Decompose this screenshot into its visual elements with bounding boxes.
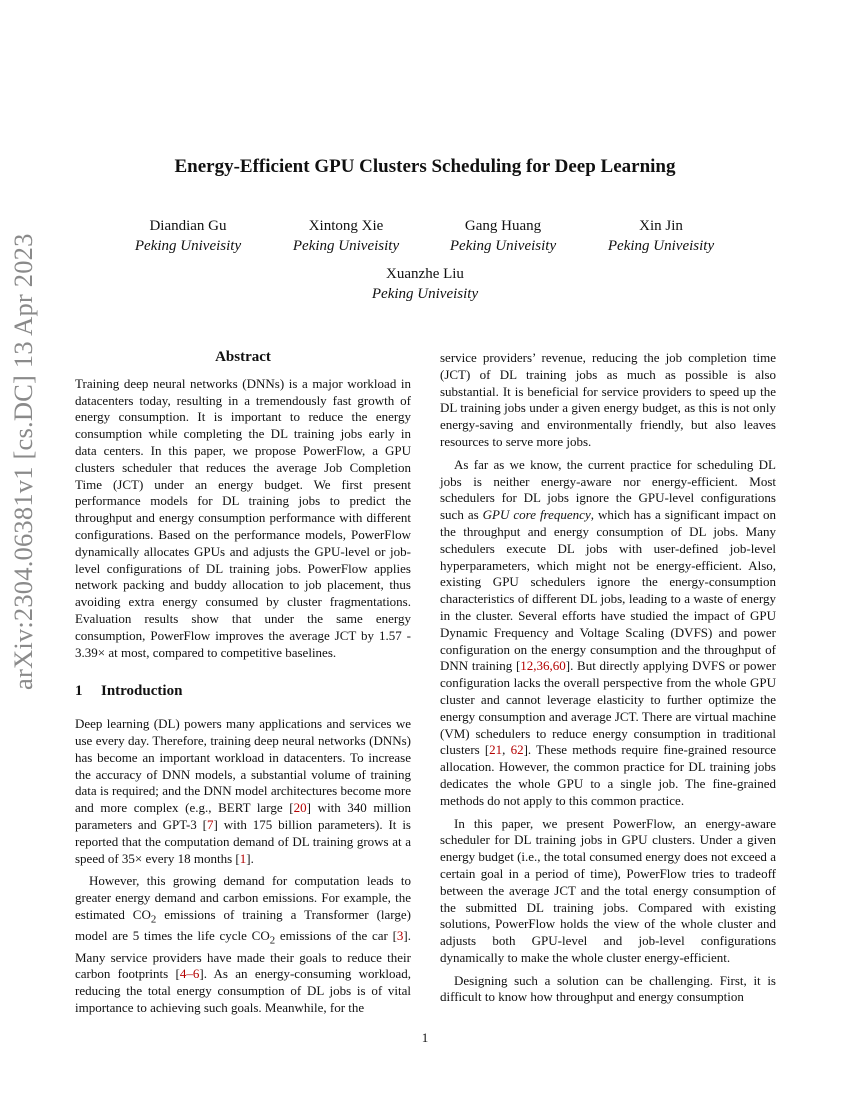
citation-link[interactable]: 12,36,60 (520, 658, 566, 674)
citation-link[interactable]: 7 (207, 816, 214, 832)
author-block (261, 216, 431, 256)
arxiv-identifier-stamp: arXiv:2304.06381v1 [cs.DC] 13 Apr 2023 (8, 233, 38, 690)
abstract-text: Training deep neural networks (DNNs) is a major workload in datacenters today, resulting in a tremendously fast growth of energy consumption. It is important to reduce the energy consumption while completing the DL training jobs early in data centers. In this paper, we propose PowerFlow, a GPU clusters scheduler that reduces the average Job Completion Time (JCT) under an energy budget. We first present performance models for DL training jobs to predict the throughput and energy consumption performance with different configurations. Based on the performance models, PowerFlow dynamically allocates GPUs and adjusts the GPU-level or job-level configurations of DL training jobs. PowerFlow applies network packing and buddy allocation to job placement, thus avoiding extra energy consumed by cluster fragmentations. Evaluation results show that under the same energy consumption, PowerFlow improves the average JCT by 1.57 - 3.39× at most, compared to competitive baselines. (75, 375, 411, 660)
author-name: Xuanzhe Liu (386, 266, 464, 282)
author-block (340, 264, 510, 304)
right-column (440, 350, 776, 1006)
left-column (75, 349, 411, 1017)
abstract-heading: Abstract (215, 349, 271, 365)
body-paragraph: Designing such a solution can be challenging. First, it is difficult to know how throughput and energy consumption (440, 972, 776, 1005)
intro-paragraph: However, this growing demand for computation leads to greater energy demand and carbon emissions. For example, the estimated $CO_2$ emissions of training a Transformer (large) model are 5 times the life cycle $CO_2$ emissions of the car [3]. Many service providers have made their goals to reduce their carbon footprints [4–6]. As an energy-consuming workload, reducing the total energy consumption of DL jobs is of vital importance to achieving such goals. Meanwhile, for the (75, 873, 411, 1016)
citation-link[interactable]: 21 (489, 742, 503, 758)
author-name: Xin Jin (639, 218, 683, 234)
author-affiliation: Peking Univeisity (134, 238, 242, 254)
section-title: Introduction (101, 683, 183, 700)
intro-paragraph: Deep learning (DL) powers many applications and services we use every day. Therefore, training deep neural networks (DNNs) has become an important workload in datacenters. To increase the accuracy of DNN models, a substantial volume of training data is required; and the DNN model architectures become more and more complex (e.g., BERT large [20] with 340 million parameters and GPT-3 [7] with 175 billion parameters). It is reported that the computation demand of DL training grows at a speed of 35× every 18 months [1]. (75, 716, 411, 866)
author-name: Gang Huang (464, 218, 542, 234)
author-name: Xintong Xie (308, 218, 384, 234)
citation-link[interactable]: 3 (396, 928, 404, 944)
citation-link[interactable]: 62 (510, 742, 524, 758)
citation-link[interactable]: 4–6 (179, 966, 200, 982)
author-affiliation: Peking Univeisity (449, 238, 557, 254)
author-affiliation: Peking Univeisity (371, 286, 479, 302)
body-paragraph: In this paper, we present PowerFlow, an energy-aware scheduler for DL training jobs in GPU clusters. Under a given energy budget (i.e., the total consumed energy does not exceed a certain goal in a period of time), PowerFlow tries to tradeoff between the average JCT and the total energy consumption of the submitted DL training jobs. Compared with existing solutions, PowerFlow holds the view of the whole cluster and adjusts both GPU-level and job-level configurations dynamically to make the whole cluster energy-efficient. (440, 815, 776, 965)
page-number: 1 (421, 1030, 429, 1045)
section-number: 1 (75, 683, 83, 700)
citation-link[interactable]: 1 (239, 850, 247, 866)
author-affiliation: Peking Univeisity (607, 238, 715, 254)
paper-title: Energy-Efficient GPU Clusters Scheduling for Deep Learning (174, 156, 676, 177)
author-block (103, 216, 273, 256)
body-paragraph: service providers’ revenue, reducing the job completion time (JCT) of DL training jobs as much as possible is also substantial. It is beneficial for service providers to speed up the DL training jobs under a given energy budget, as this is not only energy-saving and environmentally friendly, but also leaves resources to serve more jobs. (440, 350, 776, 449)
citation-link[interactable]: 20 (293, 800, 307, 816)
author-name: Diandian Gu (149, 218, 227, 234)
body-paragraph: As far as we know, the current practice for scheduling DL jobs is neither energy-aware nor energy-efficient. Most schedulers for DL jobs ignore the GPU-level configurations such as GPU core frequency, which has a significant impact on the throughput and energy consumption of DL jobs. Many schedulers execute DL jobs with user-defined job-level hyperparameters, which might not be energy-efficient. Also, existing GPU schedulers ignore the energy-consumption characteristics of different DL jobs, leading to a waste of energy in the cluster. Several efforts have studied the impact of GPU Dynamic Frequency and Voltage Scaling (DVFS) and power configuration on the energy consumption and the throughput of DNN training [12,36,60]. But directly applying DVFS or power configuration lacks the overall perspective from the whole GPU cluster and cannot leverage elasticity to further optimize the energy consumption and average JCT. There are virtual machine (VM) schedulers to reduce energy consumption in traditional clusters [21, 62]. These methods require fine-grained resource allocation. However, the common practice for DL training jobs dedicates the whole GPU to a single job. The fine-grained methods do not apply to this common practice. (440, 456, 777, 808)
author-block (418, 216, 588, 256)
author-block (576, 216, 746, 256)
section-heading-introduction (75, 683, 411, 700)
author-affiliation: Peking Univeisity (292, 238, 400, 254)
